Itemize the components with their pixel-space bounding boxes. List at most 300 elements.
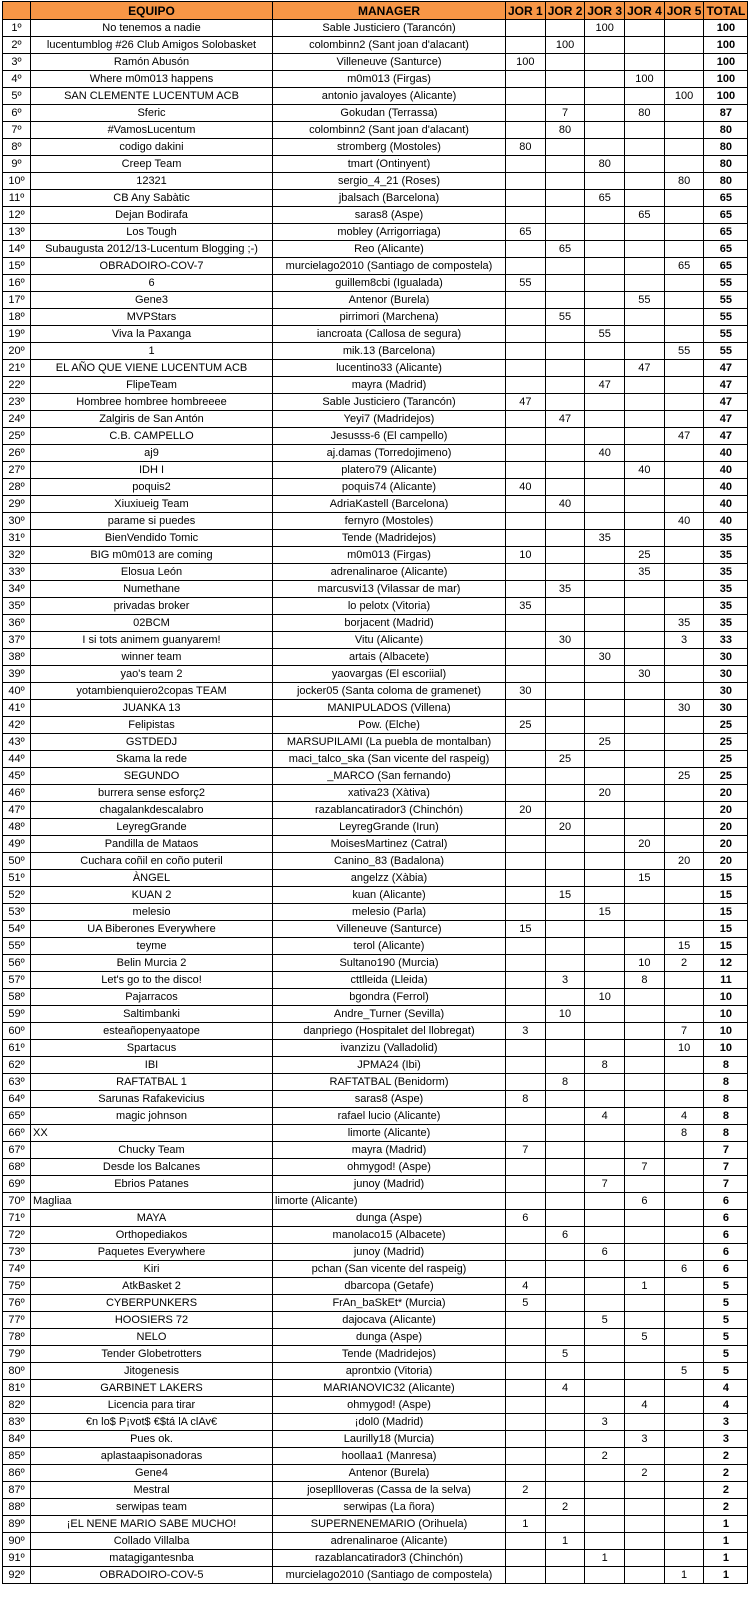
row-jor2 (545, 717, 585, 734)
row-jor3 (585, 632, 625, 649)
row-jor2 (545, 326, 585, 343)
row-position: 84º (3, 1431, 31, 1448)
table-row (3, 1023, 748, 1040)
row-jor5 (664, 54, 704, 71)
row-position: 62º (3, 1057, 31, 1074)
row-team: #VamosLucentum (31, 122, 273, 139)
row-position: 17º (3, 292, 31, 309)
row-total: 6 (704, 1227, 748, 1244)
table-row (3, 224, 748, 241)
table-row (3, 190, 748, 207)
table-row (3, 1380, 748, 1397)
row-team: €n lo$ P¡vot$ €$tá lA clAv€ (31, 1414, 273, 1431)
row-total: 20 (704, 853, 748, 870)
row-jor1: 65 (506, 224, 546, 241)
row-jor4 (625, 1550, 665, 1567)
row-total: 1 (704, 1567, 748, 1584)
row-jor2 (545, 1278, 585, 1295)
row-position: 20º (3, 343, 31, 360)
row-jor2 (545, 1142, 585, 1159)
table-row (3, 513, 748, 530)
row-team: Viva la Paxanga (31, 326, 273, 343)
row-jor5 (664, 921, 704, 938)
row-jor1 (506, 1499, 546, 1516)
row-jor2 (545, 989, 585, 1006)
row-jor2 (545, 853, 585, 870)
row-team: 12321 (31, 173, 273, 190)
row-jor3 (585, 411, 625, 428)
row-manager: Antenor (Burela) (273, 292, 506, 309)
row-total: 7 (704, 1176, 748, 1193)
row-jor5 (664, 649, 704, 666)
row-total: 6 (704, 1244, 748, 1261)
row-total: 40 (704, 513, 748, 530)
table-row (3, 1261, 748, 1278)
row-manager: Sable Justiciero (Tarancón) (273, 394, 506, 411)
row-total: 6 (704, 1193, 748, 1210)
row-jor4: 4 (625, 1397, 665, 1414)
row-team: codigo dakini (31, 139, 273, 156)
row-total: 5 (704, 1346, 748, 1363)
row-jor5 (664, 462, 704, 479)
row-jor5 (664, 581, 704, 598)
row-jor2 (545, 1210, 585, 1227)
row-total: 25 (704, 768, 748, 785)
row-manager: MARIANOVIC32 (Alicante) (273, 1380, 506, 1397)
row-jor2 (545, 1040, 585, 1057)
row-total: 5 (704, 1278, 748, 1295)
row-jor5 (664, 972, 704, 989)
row-jor1: 15 (506, 921, 546, 938)
row-jor3 (585, 105, 625, 122)
row-manager: ivanzizu (Valladolid) (273, 1040, 506, 1057)
row-jor4 (625, 1244, 665, 1261)
row-jor1: 5 (506, 1295, 546, 1312)
row-jor5 (664, 1380, 704, 1397)
row-team: Tender Globetrotters (31, 1346, 273, 1363)
row-team: I si tots animem guanyarem! (31, 632, 273, 649)
row-manager: fernyro (Mostoles) (273, 513, 506, 530)
row-total: 65 (704, 190, 748, 207)
row-jor2: 80 (545, 122, 585, 139)
table-row (3, 445, 748, 462)
row-total: 25 (704, 717, 748, 734)
row-team: Paquetes Everywhere (31, 1244, 273, 1261)
row-position: 29º (3, 496, 31, 513)
row-jor4 (625, 1227, 665, 1244)
row-jor2 (545, 1108, 585, 1125)
row-jor1 (506, 836, 546, 853)
row-jor2: 55 (545, 309, 585, 326)
row-team: RAFTATBAL 1 (31, 1074, 273, 1091)
row-manager: adrenalinaroe (Alicante) (273, 1533, 506, 1550)
row-jor4: 100 (625, 71, 665, 88)
row-jor5 (664, 360, 704, 377)
table-row (3, 37, 748, 54)
row-jor3 (585, 394, 625, 411)
row-jor3 (585, 71, 625, 88)
row-team: IDH I (31, 462, 273, 479)
row-manager: mayra (Madrid) (273, 1142, 506, 1159)
row-total: 7 (704, 1159, 748, 1176)
row-position: 30º (3, 513, 31, 530)
row-jor4 (625, 1125, 665, 1142)
row-jor2 (545, 1091, 585, 1108)
row-position: 60º (3, 1023, 31, 1040)
row-total: 80 (704, 173, 748, 190)
row-jor4 (625, 1295, 665, 1312)
row-jor1 (506, 496, 546, 513)
row-position: 32º (3, 547, 31, 564)
row-jor1 (506, 1261, 546, 1278)
row-jor4 (625, 377, 665, 394)
row-jor2 (545, 190, 585, 207)
row-jor2 (545, 700, 585, 717)
table-row (3, 1363, 748, 1380)
row-position: 36º (3, 615, 31, 632)
row-jor5 (664, 1210, 704, 1227)
row-jor5: 35 (664, 615, 704, 632)
row-jor5 (664, 1312, 704, 1329)
table-row (3, 207, 748, 224)
row-jor4 (625, 1516, 665, 1533)
row-team: Where m0m013 happens (31, 71, 273, 88)
row-jor2 (545, 1057, 585, 1074)
row-jor5 (664, 326, 704, 343)
row-jor5 (664, 785, 704, 802)
table-row (3, 1057, 748, 1074)
row-jor5 (664, 1329, 704, 1346)
row-team: 1 (31, 343, 273, 360)
table-row (3, 751, 748, 768)
table-row (3, 1176, 748, 1193)
row-total: 1 (704, 1550, 748, 1567)
table-row (3, 632, 748, 649)
row-jor4 (625, 717, 665, 734)
row-jor3 (585, 751, 625, 768)
row-total: 1 (704, 1516, 748, 1533)
row-jor1 (506, 1108, 546, 1125)
row-team: Belin Murcia 2 (31, 955, 273, 972)
row-jor2 (545, 394, 585, 411)
row-jor4 (625, 1091, 665, 1108)
row-jor4 (625, 1210, 665, 1227)
row-jor4: 3 (625, 1431, 665, 1448)
row-total: 10 (704, 1023, 748, 1040)
row-manager: Antenor (Burela) (273, 1465, 506, 1482)
row-jor3 (585, 802, 625, 819)
row-jor5: 1 (664, 1567, 704, 1584)
row-position: 19º (3, 326, 31, 343)
table-row (3, 870, 748, 887)
row-team: Pandilla de Mataos (31, 836, 273, 853)
row-manager: terol (Alicante) (273, 938, 506, 955)
row-total: 55 (704, 292, 748, 309)
row-jor2 (545, 785, 585, 802)
row-jor1 (506, 513, 546, 530)
row-jor2 (545, 1431, 585, 1448)
row-total: 40 (704, 479, 748, 496)
row-total: 47 (704, 411, 748, 428)
row-jor3 (585, 343, 625, 360)
table-row (3, 258, 748, 275)
table-row (3, 1431, 748, 1448)
row-jor5: 47 (664, 428, 704, 445)
table-row (3, 1516, 748, 1533)
row-total: 10 (704, 1040, 748, 1057)
row-team: OBRADOIRO-COV-7 (31, 258, 273, 275)
row-jor4 (625, 904, 665, 921)
row-jor4 (625, 989, 665, 1006)
row-jor1 (506, 156, 546, 173)
row-jor3: 35 (585, 530, 625, 547)
row-jor2 (545, 870, 585, 887)
row-jor2 (545, 479, 585, 496)
row-manager: MARSUPILAMI (La puebla de montalban) (273, 734, 506, 751)
row-manager: junoy (Madrid) (273, 1244, 506, 1261)
row-jor3 (585, 683, 625, 700)
row-jor4 (625, 1057, 665, 1074)
row-manager: aj.damas (Torredojimeno) (273, 445, 506, 462)
table-row (3, 1482, 748, 1499)
row-manager: iancroata (Callosa de segura) (273, 326, 506, 343)
row-team: 02BCM (31, 615, 273, 632)
row-jor5 (664, 1550, 704, 1567)
table-row (3, 581, 748, 598)
row-manager: JPMA24 (Ibi) (273, 1057, 506, 1074)
row-position: 57º (3, 972, 31, 989)
row-jor5 (664, 241, 704, 258)
row-total: 33 (704, 632, 748, 649)
row-jor1: 20 (506, 802, 546, 819)
row-total: 65 (704, 224, 748, 241)
row-manager: poquis74 (Alicante) (273, 479, 506, 496)
table-row (3, 428, 748, 445)
row-jor1 (506, 768, 546, 785)
row-jor4 (625, 581, 665, 598)
row-jor1 (506, 1550, 546, 1567)
row-jor2 (545, 1159, 585, 1176)
row-manager: colombinn2 (Sant joan d'alacant) (273, 122, 506, 139)
row-team: parame si puedes (31, 513, 273, 530)
row-jor2 (545, 615, 585, 632)
row-team: Desde los Balcanes (31, 1159, 273, 1176)
row-jor5 (664, 139, 704, 156)
row-jor5 (664, 37, 704, 54)
row-jor1 (506, 411, 546, 428)
row-jor3 (585, 54, 625, 71)
row-manager: marcusvi13 (Vilassar de mar) (273, 581, 506, 598)
row-manager: m0m013 (Firgas) (273, 71, 506, 88)
row-jor1 (506, 989, 546, 1006)
row-manager: borjacent (Madrid) (273, 615, 506, 632)
row-total: 8 (704, 1074, 748, 1091)
row-manager: jocker05 (Santa coloma de gramenet) (273, 683, 506, 700)
row-jor2 (545, 224, 585, 241)
row-manager: Tende (Madridejos) (273, 1346, 506, 1363)
row-total: 2 (704, 1465, 748, 1482)
row-jor1 (506, 1040, 546, 1057)
row-team: XX (31, 1125, 273, 1142)
row-total: 7 (704, 1142, 748, 1159)
row-total: 100 (704, 20, 748, 37)
table-row (3, 139, 748, 156)
row-team: winner team (31, 649, 273, 666)
row-jor1: 35 (506, 598, 546, 615)
row-total: 35 (704, 598, 748, 615)
table-row (3, 938, 748, 955)
row-jor1 (506, 1074, 546, 1091)
row-team: aplastaapisonadoras (31, 1448, 273, 1465)
row-jor5 (664, 1091, 704, 1108)
row-total: 8 (704, 1091, 748, 1108)
row-manager: maci_talco_ska (San vicente del raspeig) (273, 751, 506, 768)
row-jor3 (585, 1023, 625, 1040)
row-jor1 (506, 734, 546, 751)
row-jor4 (625, 479, 665, 496)
row-manager: m0m013 (Firgas) (273, 547, 506, 564)
row-jor2 (545, 1448, 585, 1465)
table-row (3, 1414, 748, 1431)
row-jor3 (585, 1193, 625, 1210)
row-position: 39º (3, 666, 31, 683)
row-jor3 (585, 292, 625, 309)
row-total: 35 (704, 530, 748, 547)
row-jor4 (625, 1499, 665, 1516)
row-jor2 (545, 88, 585, 105)
row-jor2 (545, 530, 585, 547)
row-jor1: 25 (506, 717, 546, 734)
row-jor1 (506, 1227, 546, 1244)
table-row (3, 972, 748, 989)
row-jor1 (506, 530, 546, 547)
row-jor1: 40 (506, 479, 546, 496)
row-jor3 (585, 1567, 625, 1584)
row-jor1 (506, 190, 546, 207)
row-jor3 (585, 1363, 625, 1380)
row-jor2: 47 (545, 411, 585, 428)
row-jor5 (664, 1516, 704, 1533)
row-jor4 (625, 751, 665, 768)
row-manager: mayra (Madrid) (273, 377, 506, 394)
row-total: 65 (704, 207, 748, 224)
row-jor1 (506, 1244, 546, 1261)
row-jor1 (506, 1312, 546, 1329)
row-total: 12 (704, 955, 748, 972)
table-row (3, 1142, 748, 1159)
row-team: burrera sense esforç2 (31, 785, 273, 802)
row-manager: murcielago2010 (Santiago de compostela) (273, 1567, 506, 1584)
row-jor5 (664, 1448, 704, 1465)
row-jor3: 4 (585, 1108, 625, 1125)
row-jor3 (585, 1533, 625, 1550)
row-position: 86º (3, 1465, 31, 1482)
row-jor4 (625, 1312, 665, 1329)
row-jor2 (545, 683, 585, 700)
row-jor4 (625, 241, 665, 258)
row-jor2 (545, 292, 585, 309)
row-jor1 (506, 972, 546, 989)
row-jor1: 6 (506, 1210, 546, 1227)
row-position: 89º (3, 1516, 31, 1533)
row-jor3 (585, 1499, 625, 1516)
row-manager: xativa23 (Xàtiva) (273, 785, 506, 802)
row-jor1: 100 (506, 54, 546, 71)
row-position: 16º (3, 275, 31, 292)
row-manager: MANIPULADOS (Villena) (273, 700, 506, 717)
row-jor3: 15 (585, 904, 625, 921)
row-jor3: 100 (585, 20, 625, 37)
row-jor5: 25 (664, 768, 704, 785)
row-team: Sarunas Rafakevicius (31, 1091, 273, 1108)
row-jor4 (625, 173, 665, 190)
row-jor5 (664, 1346, 704, 1363)
row-jor1 (506, 105, 546, 122)
row-jor3 (585, 581, 625, 598)
table-row (3, 547, 748, 564)
row-manager: stromberg (Mostoles) (273, 139, 506, 156)
row-jor5: 8 (664, 1125, 704, 1142)
row-total: 65 (704, 241, 748, 258)
row-jor1 (506, 20, 546, 37)
table-row (3, 105, 748, 122)
row-total: 100 (704, 71, 748, 88)
row-jor3: 7 (585, 1176, 625, 1193)
row-jor4 (625, 1108, 665, 1125)
row-position: 26º (3, 445, 31, 462)
table-row (3, 1278, 748, 1295)
row-jor4 (625, 632, 665, 649)
row-manager: dunga (Aspe) (273, 1329, 506, 1346)
row-jor5 (664, 377, 704, 394)
row-jor1 (506, 1431, 546, 1448)
row-total: 55 (704, 309, 748, 326)
row-jor2 (545, 275, 585, 292)
row-position: 83º (3, 1414, 31, 1431)
header-jor5: JOR 5 (664, 2, 704, 20)
row-jor4 (625, 785, 665, 802)
row-jor5 (664, 479, 704, 496)
row-jor3: 20 (585, 785, 625, 802)
row-total: 11 (704, 972, 748, 989)
row-jor2: 40 (545, 496, 585, 513)
row-jor2 (545, 904, 585, 921)
row-manager: LeyregGrande (Irun) (273, 819, 506, 836)
row-position: 76º (3, 1295, 31, 1312)
row-jor4: 80 (625, 105, 665, 122)
row-manager: Andre_Turner (Sevilla) (273, 1006, 506, 1023)
row-manager: murcielago2010 (Santiago de compostela) (273, 258, 506, 275)
row-jor4 (625, 734, 665, 751)
row-jor2 (545, 445, 585, 462)
row-jor1: 7 (506, 1142, 546, 1159)
table-row (3, 1295, 748, 1312)
table-row (3, 700, 748, 717)
row-jor4 (625, 445, 665, 462)
row-jor4 (625, 938, 665, 955)
row-position: 6º (3, 105, 31, 122)
row-jor1 (506, 1465, 546, 1482)
row-jor5 (664, 1482, 704, 1499)
row-jor4: 7 (625, 1159, 665, 1176)
row-team: AtkBasket 2 (31, 1278, 273, 1295)
row-jor5 (664, 1465, 704, 1482)
row-total: 40 (704, 496, 748, 513)
row-jor2 (545, 1312, 585, 1329)
row-team: KUAN 2 (31, 887, 273, 904)
row-jor5 (664, 275, 704, 292)
row-jor3 (585, 666, 625, 683)
